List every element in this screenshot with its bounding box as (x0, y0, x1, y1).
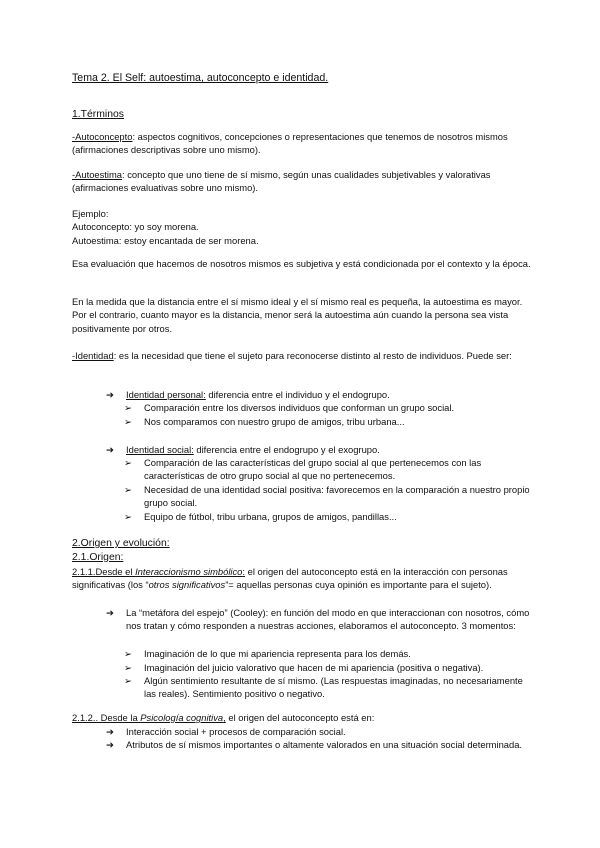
sub-item-text: Imaginación de lo que mi apariencia representa para los demás. (144, 648, 411, 659)
sub-item-personal-1 (124, 401, 532, 414)
list-item-metafora (106, 606, 532, 633)
autoestima-term: -Autoestima (72, 169, 123, 180)
interaccion-social-text: Interacción social + procesos de comparación social. (126, 726, 346, 737)
identidad-social-text: diferencia entre el endogrupo y el exogrupo. (193, 444, 380, 455)
section-1-heading: 1.Términos (72, 109, 124, 120)
sub-item-metafora-1 (124, 647, 532, 660)
psicologia-term: Psicología cognitiva (140, 712, 224, 723)
autoconcepto-definition (72, 130, 532, 157)
arrow-icon: ➔ (106, 726, 114, 737)
sub-item-text: Nos comparamos con nuestro grupo de amigos, tribu urbana... (144, 416, 405, 427)
paragraph-psicologia-cognitiva (72, 711, 532, 724)
example-label: Ejemplo: (72, 208, 109, 219)
interaccionismo-term: Interaccionismo simbólico (135, 566, 243, 577)
identidad-personal-term: Identidad personal: (126, 389, 206, 400)
paragraph-interaccionismo (72, 565, 532, 592)
triangle-bullet-icon: ➢ (124, 484, 132, 495)
triangle-bullet-icon: ➢ (124, 662, 132, 673)
otros-significativos-term: otros significativos (148, 579, 226, 591)
sub-item-metafora-2 (124, 661, 532, 674)
triangle-bullet-icon: ➢ (124, 402, 132, 413)
sub-item-personal-2 (124, 415, 532, 428)
psicologia-text: el origen del autoconcepto está en: (225, 712, 375, 723)
interaccionismo-text-a: el origen del autoconcepto está en la interacción con personas significativas (los “ (72, 566, 508, 591)
interaccionismo-prefix: 2.1.1.Desde el (72, 566, 136, 577)
sub-item-text: Comparación de las características del grupo social al que pertenecemos con las características de otro grupo social al que no pertenecemos. (144, 457, 482, 482)
sub-item-metafora-3 (124, 674, 532, 701)
psicologia-prefix: 2.1.2.. Desde la (72, 712, 141, 723)
sub-item-social-2 (124, 483, 532, 510)
section-2-heading: 2.Origen y evolución: (72, 538, 170, 549)
autoestima-definition (72, 168, 532, 195)
arrow-icon: ➔ (106, 739, 114, 750)
sub-item-text: Comparación entre los diversos individuos que conforman un grupo social. (144, 402, 455, 413)
list-item-identidad-social (106, 443, 532, 456)
interaccionismo-text-b: ”= aquellas personas cuya opinión es importante para el sujeto). (225, 579, 492, 591)
paragraph-evaluacion: Esa evaluación que hacemos de nosotros mismos es subjetiva y está condicionada por el contexto y la época. (72, 258, 531, 269)
identidad-social-term: Identidad social: (126, 444, 194, 455)
triangle-bullet-icon: ➢ (124, 675, 132, 686)
list-item-atributos (106, 738, 532, 751)
list-item-identidad-personal (106, 388, 532, 401)
sub-item-social-1 (124, 456, 532, 483)
autoconcepto-text: : aspectos cognitivos, concepciones o representaciones que tenemos de nosotros mismos (afirmaciones descriptivas sobre uno mismo). (72, 131, 508, 156)
section-2-1-heading: 2.1.Origen: (72, 552, 124, 563)
autoconcepto-term: -Autoconcepto (72, 131, 133, 142)
arrow-icon: ➔ (106, 444, 114, 455)
identidad-personal-text: diferencia entre el individuo y el endogrupo. (205, 389, 390, 400)
paragraph-distancia: En la medida que la distancia entre el sí mismo ideal y el sí mismo real es pequeña, la autoestima es mayor. Por el contrario, cuanto mayor es la distancia, menor será la autoestima aún cuando la persona sea vista positivamente por otros. (72, 296, 523, 334)
metafora-text: La “metáfora del espejo” (Cooley): en función del modo en que interaccionan con nosotros, cómo nos tratan y cómo responden a nuestras acciones, elaboramos el autoconcepto. 3 momentos: (126, 607, 530, 632)
sub-item-text: Equipo de fútbol, tribu urbana, grupos de amigos, pandillas... (144, 511, 397, 522)
autoestima-text: : concepto que uno tiene de sí mismo, según unas cualidades subjetivables y valorativas (afirmaciones evaluativas sobre uno mismo). (72, 169, 491, 194)
page-title: Tema 2. El Self: autoestima, autoconcepto e identidad. (72, 72, 329, 84)
atributos-text: Atributos de sí mismos importantes o altamente valorados en una situación social determinada. (126, 739, 523, 750)
sub-item-text: Algún sentimiento resultante de sí mismo. (Las respuestas imaginadas, no necesariamente las reales). Sentimiento positivo o negativo. (144, 675, 523, 700)
interaccionismo-suffix: : (242, 566, 246, 577)
example-line-1: Autoconcepto: yo soy morena. (72, 221, 199, 232)
sub-item-text: Necesidad de una identidad social positiva: favorecemos en la comparación a nuestro propio grupo social. (144, 484, 530, 509)
triangle-bullet-icon: ➢ (124, 457, 132, 468)
identidad-definition (72, 349, 532, 362)
identidad-text: : es la necesidad que tiene el sujeto para reconocerse distinto al resto de individuos. Puede ser: (113, 350, 512, 361)
arrow-icon: ➔ (106, 607, 114, 618)
list-item-interaccion-social (106, 725, 532, 738)
triangle-bullet-icon: ➢ (124, 648, 132, 659)
identidad-term: -Identidad (72, 350, 114, 361)
triangle-bullet-icon: ➢ (124, 416, 132, 427)
arrow-icon: ➔ (106, 389, 114, 400)
sub-item-text: Imaginación del juicio valorativo que hacen de mi apariencia (positiva o negativa). (144, 662, 484, 673)
psicologia-suffix: , (223, 712, 226, 723)
sub-item-social-3 (124, 510, 532, 523)
example-line-2: Autoestima: estoy encantada de ser morena. (72, 235, 259, 246)
triangle-bullet-icon: ➢ (124, 511, 132, 522)
